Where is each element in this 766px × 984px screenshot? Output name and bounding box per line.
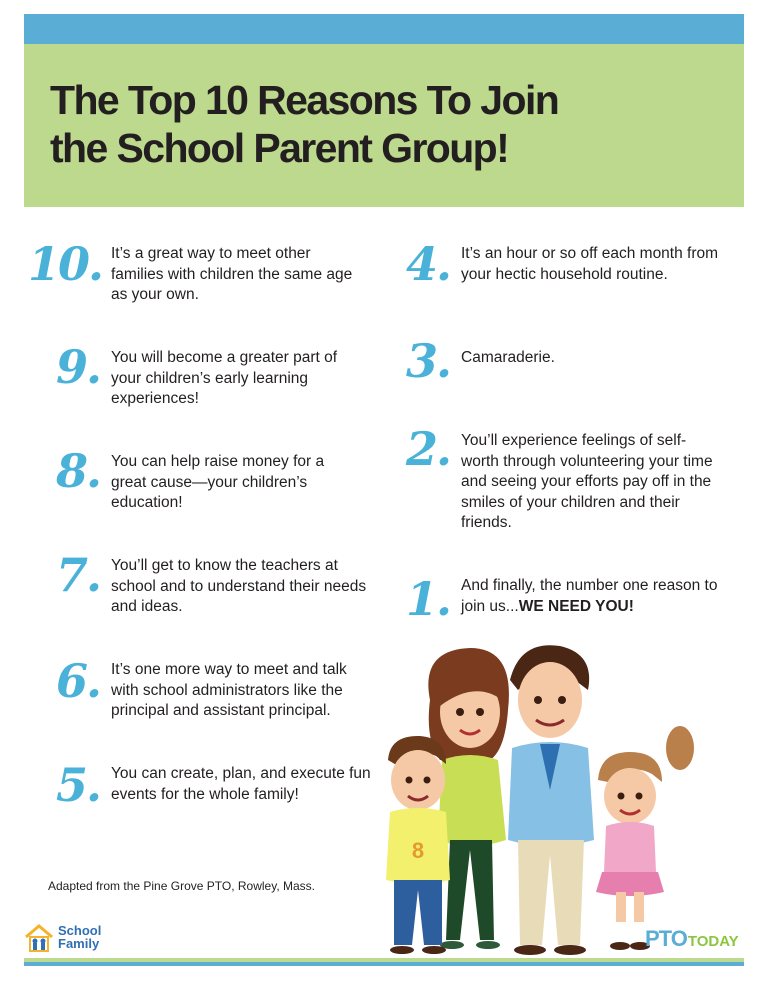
reason-text: You can help raise money for a great cause—your children’s education!	[111, 453, 325, 511]
reason-number: 10 .	[22, 241, 102, 287]
reason-text: It’s a great way to meet other families with children the same age as your own.	[111, 245, 353, 303]
reason-text	[461, 576, 736, 617]
reason-number: 4 .	[390, 241, 450, 287]
reason-number: 6 .	[40, 658, 100, 704]
reason-number: 5 .	[40, 762, 100, 808]
logo-word-school: School	[58, 923, 102, 938]
top-blue-bar	[24, 14, 744, 44]
reason-number: 7 .	[40, 552, 100, 598]
reason-text: It’s one more way to meet and talk with school administrators like the principal and assistant principal.	[111, 661, 347, 719]
school-family-wordmark	[58, 924, 101, 950]
reason-number: 1 .	[390, 576, 450, 622]
reason-text-main: And finally, the number one reason to join us...	[461, 577, 718, 615]
reason-text: You’ll get to know the teachers at school and to understand their needs and ideas.	[111, 557, 367, 615]
girl-figure	[596, 726, 694, 950]
reason-text-emphasis: WE NEED YOU!	[518, 597, 634, 615]
boy-figure	[386, 736, 450, 954]
family-illustration	[380, 640, 710, 960]
title-line-2: the School Parent Group!	[50, 125, 509, 171]
reason-text: Camaraderie.	[461, 349, 555, 366]
reason-number: 9 .	[40, 344, 100, 390]
house-icon	[24, 924, 54, 952]
reason-text: You can create, plan, and execute fun events for the whole family!	[111, 765, 371, 803]
title-line-1: The Top 10 Reasons To Join	[50, 77, 559, 123]
source-credit: Adapted from the Pine Grove PTO, Rowley, Mass.	[48, 879, 315, 893]
logo-word-family: Family	[58, 936, 100, 951]
reason-number: 3 .	[390, 338, 450, 384]
reason-text: You will become a greater part of your children’s early learning experiences!	[111, 349, 338, 407]
bottom-blue-rule	[24, 962, 744, 966]
reason-number: 8 .	[40, 448, 100, 494]
logo-word-today: TODAY	[687, 933, 739, 950]
svg-text:8: 8	[411, 838, 425, 863]
pto-today-logo	[645, 926, 739, 952]
logo-word-pto: PTO	[645, 926, 687, 951]
reason-number: 2 .	[390, 426, 450, 472]
school-family-logo	[24, 924, 114, 954]
father-figure	[508, 645, 594, 955]
reason-text: You’ll experience feelings of self-worth through volunteering your time and seeing your efforts pay off in the smiles of your children and their friends.	[461, 432, 713, 531]
page-title	[50, 76, 710, 172]
reason-text: It’s an hour or so off each month from your hectic household routine.	[461, 245, 719, 283]
